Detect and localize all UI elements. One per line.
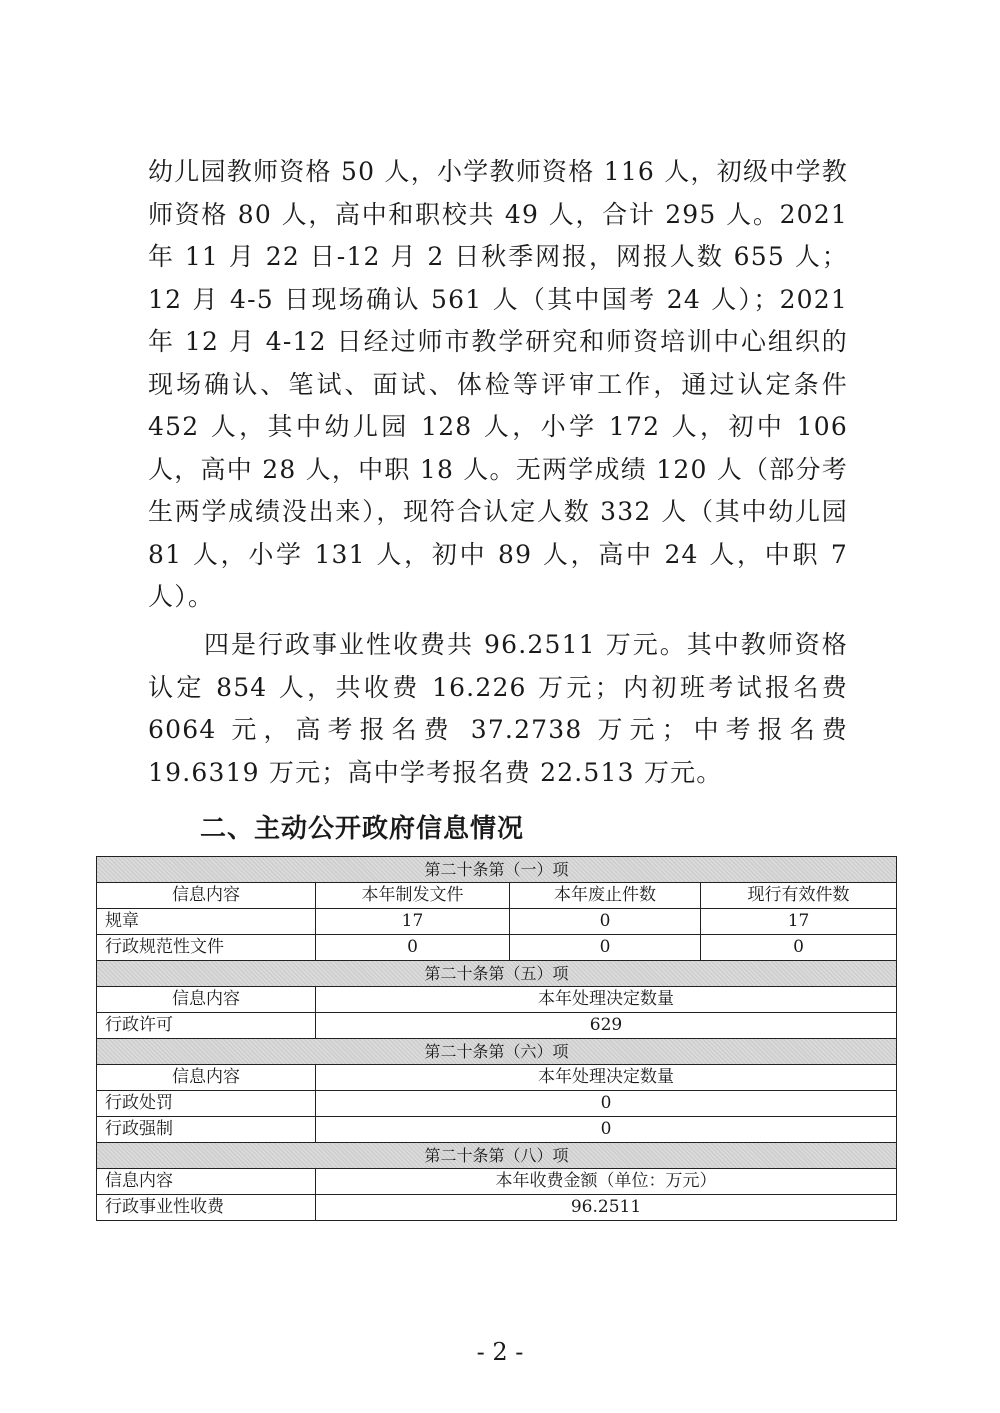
section-title: 第二十条第（五）项 — [97, 961, 897, 987]
section-row-article20-8 — [97, 1143, 897, 1169]
table-row — [97, 935, 897, 961]
section-title: 第二十条第（八）项 — [97, 1143, 897, 1169]
table-cell: 0 — [316, 1091, 897, 1117]
table-row — [97, 1013, 897, 1039]
table-row — [97, 1195, 897, 1221]
row-label: 行政处罚 — [97, 1091, 316, 1117]
header-cell: 信息内容 — [97, 987, 316, 1013]
row-label: 规章 — [97, 909, 316, 935]
table-cell: 0 — [316, 935, 510, 961]
header-cell: 现行有效件数 — [701, 883, 897, 909]
table-cell: 96.2511 — [316, 1195, 897, 1221]
table-cell: 0 — [510, 935, 701, 961]
body-paragraph-1: 幼儿园教师资格 50 人，小学教师资格 116 人，初级中学教师资格 80 人，高中和职校共 49 人，合计 295 人。2021 年 11 月 22 日-12 月 2 日秋季网报，网报人数 655 人；12 月 4-5 日现场确认 561 人（其中国考 24 人）；2021 年 12 月 4-12 日经过师市教学研究和师资培训中心组织的现场确认、笔试、面试、体检等评审工作，通过认定条件 452 人，其中幼儿园 128 人，小学 172 人，初中 106 人，高中 28 人，中职 18 人。无两学成绩 120 人（部分考生两学成绩没出来），现符合认定人数 332 人（其中幼儿园 81 人，小学 131 人，初中 89 人，高中 24 人，中职 7 人）。 — [148, 157, 848, 611]
header-cell: 本年废止件数 — [510, 883, 701, 909]
header-cell: 本年制发文件 — [316, 883, 510, 909]
row-label: 行政强制 — [97, 1117, 316, 1143]
table-cell: 0 — [701, 935, 897, 961]
header-cell: 本年收费金额（单位：万元） — [316, 1169, 897, 1195]
header-row — [97, 883, 897, 909]
table-row — [97, 1091, 897, 1117]
header-row — [97, 1065, 897, 1091]
header-cell: 本年处理决定数量 — [316, 987, 897, 1013]
government-info-table — [96, 856, 897, 1221]
table-row — [97, 1117, 897, 1143]
row-label: 行政事业性收费 — [97, 1195, 316, 1221]
header-cell: 信息内容 — [97, 1169, 316, 1195]
header-cell: 信息内容 — [97, 883, 316, 909]
page-number: - 2 - — [476, 1338, 524, 1366]
table-row — [97, 909, 897, 935]
section-title: 第二十条第（六）项 — [97, 1039, 897, 1065]
table-cell: 17 — [316, 909, 510, 935]
table-cell: 0 — [316, 1117, 897, 1143]
row-label: 行政规范性文件 — [97, 935, 316, 961]
body-paragraph-2: 四是行政事业性收费共 96.2511 万元。其中教师资格认定 854 人，共收费 16.226 万元；内初班考试报名费 6064 元，高考报名费 37.2738 万元；中考报名费 19.6319 万元；高中学考报名费 22.513 万元。 — [148, 630, 848, 787]
row-label: 行政许可 — [97, 1013, 316, 1039]
table-cell: 0 — [510, 909, 701, 935]
table-cell: 629 — [316, 1013, 897, 1039]
section-row-article20-6 — [97, 1039, 897, 1065]
section-row-article20-5 — [97, 961, 897, 987]
table-cell: 17 — [701, 909, 897, 935]
section-row-article20-1 — [97, 857, 897, 883]
header-row — [97, 1169, 897, 1195]
header-cell: 本年处理决定数量 — [316, 1065, 897, 1091]
header-row — [97, 987, 897, 1013]
header-cell: 信息内容 — [97, 1065, 316, 1091]
section-title: 第二十条第（一）项 — [97, 857, 897, 883]
section-heading: 二、主动公开政府信息情况 — [200, 814, 525, 844]
